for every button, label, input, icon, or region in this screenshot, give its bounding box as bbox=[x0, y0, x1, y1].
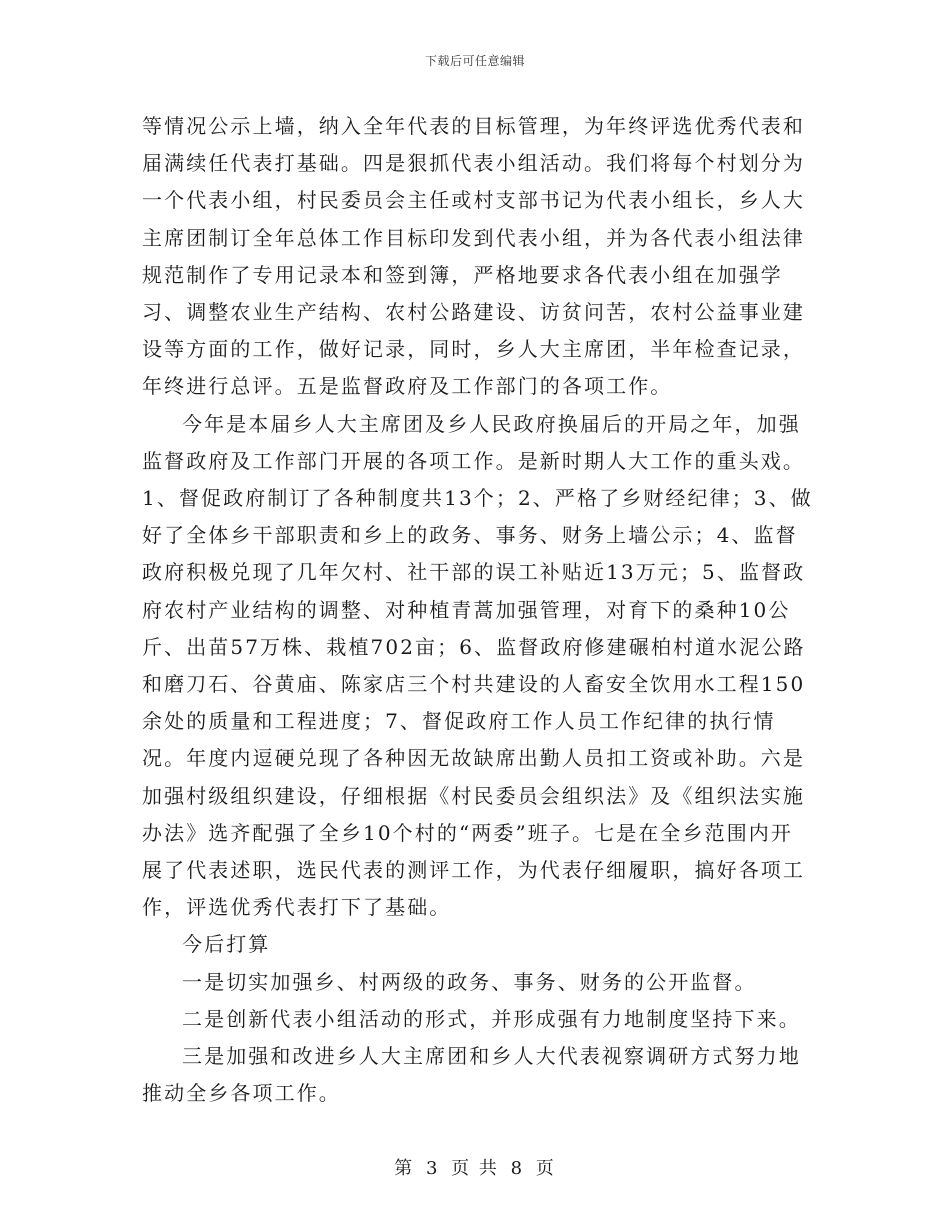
plan-item-1: 一是切实加强乡、村两级的政务、事务、财务的公开监督。 bbox=[182, 969, 757, 994]
footer-prefix: 第 bbox=[394, 1158, 415, 1179]
footer-total-pages: 8 bbox=[510, 1158, 525, 1179]
page-footer bbox=[0, 1154, 950, 1180]
footer-suffix: 页 bbox=[535, 1158, 556, 1179]
paragraph-supervision: 今年是本届乡人大主席团及乡人民政府换届后的开局之年，加强监督政府及工作部门开展的各项工作。是新时期人大工作的重头戏。1、督促政府制订了各种制度共13个；2、严格了乡财经纪律；3、做好了全体乡干部职责和乡上的政务、事务、财务上墙公示；4、监督政府积极兑现了几年欠村、社干部的误工补贴近13万元；5、监督政府农村产业结构的调整、对种植青蒿加强管理，对育下的桑种10公斤、出苗57万株、栽植702亩；6、监督政府修建碾柏村道水泥公路和磨刀石、谷黄庙、陈家店三个村共建设的人畜安全饮用水工程150余处的质量和工程进度；7、督促政府工作人员工作纪律的执行情况。年度内逗硬兑现了各种因无故缺席出勤人员扣工资或补助。六是加强村级组织建设，仔细根据《村民委员会组织法》及《组织法实施办法》选齐配强了全乡10个村的“两委”班子。七是在全乡范围内开展了代表述职，选民代表的测评工作，为代表仔细履职，搞好各项工作，评选优秀代表打下了基础。 bbox=[142, 411, 813, 920]
plan-item-3: 三是加强和改进乡人大主席团和乡人大代表视察调研方式努力地推动全乡各项工作。 bbox=[142, 1044, 801, 1106]
paragraph-continued: 等情况公示上墙，纳入全年代表的目标管理，为年终评选优秀代表和届满续任代表打基础。四是狠抓代表小组活动。我们将每个村划分为一个代表小组，村民委员会主任或村支部书记为代表小组长，乡人大主席团制订全年总体工作目标印发到代表小组，并为各代表小组法律规范制作了专用记录本和签到簿，严格地要求各代表小组在加强学习、调整农业生产结构、农村公路建设、访贫问苦，农村公益事业建设等方面的工作，做好记录，同时，乡人大主席团，半年检查记录，年终进行总评。五是监督政府及工作部门的各项工作。 bbox=[142, 114, 805, 399]
section-heading-future-plans: 今后打算 bbox=[182, 932, 271, 957]
document-body bbox=[142, 108, 814, 1112]
footer-mid: 页 共 bbox=[451, 1158, 499, 1179]
footer-current-page: 3 bbox=[425, 1158, 440, 1179]
page-header-note: 下载后可任意编辑 bbox=[424, 54, 525, 68]
plan-item-2: 二是创新代表小组活动的形式，并形成强有力地制度坚持下来。 bbox=[182, 1006, 801, 1031]
